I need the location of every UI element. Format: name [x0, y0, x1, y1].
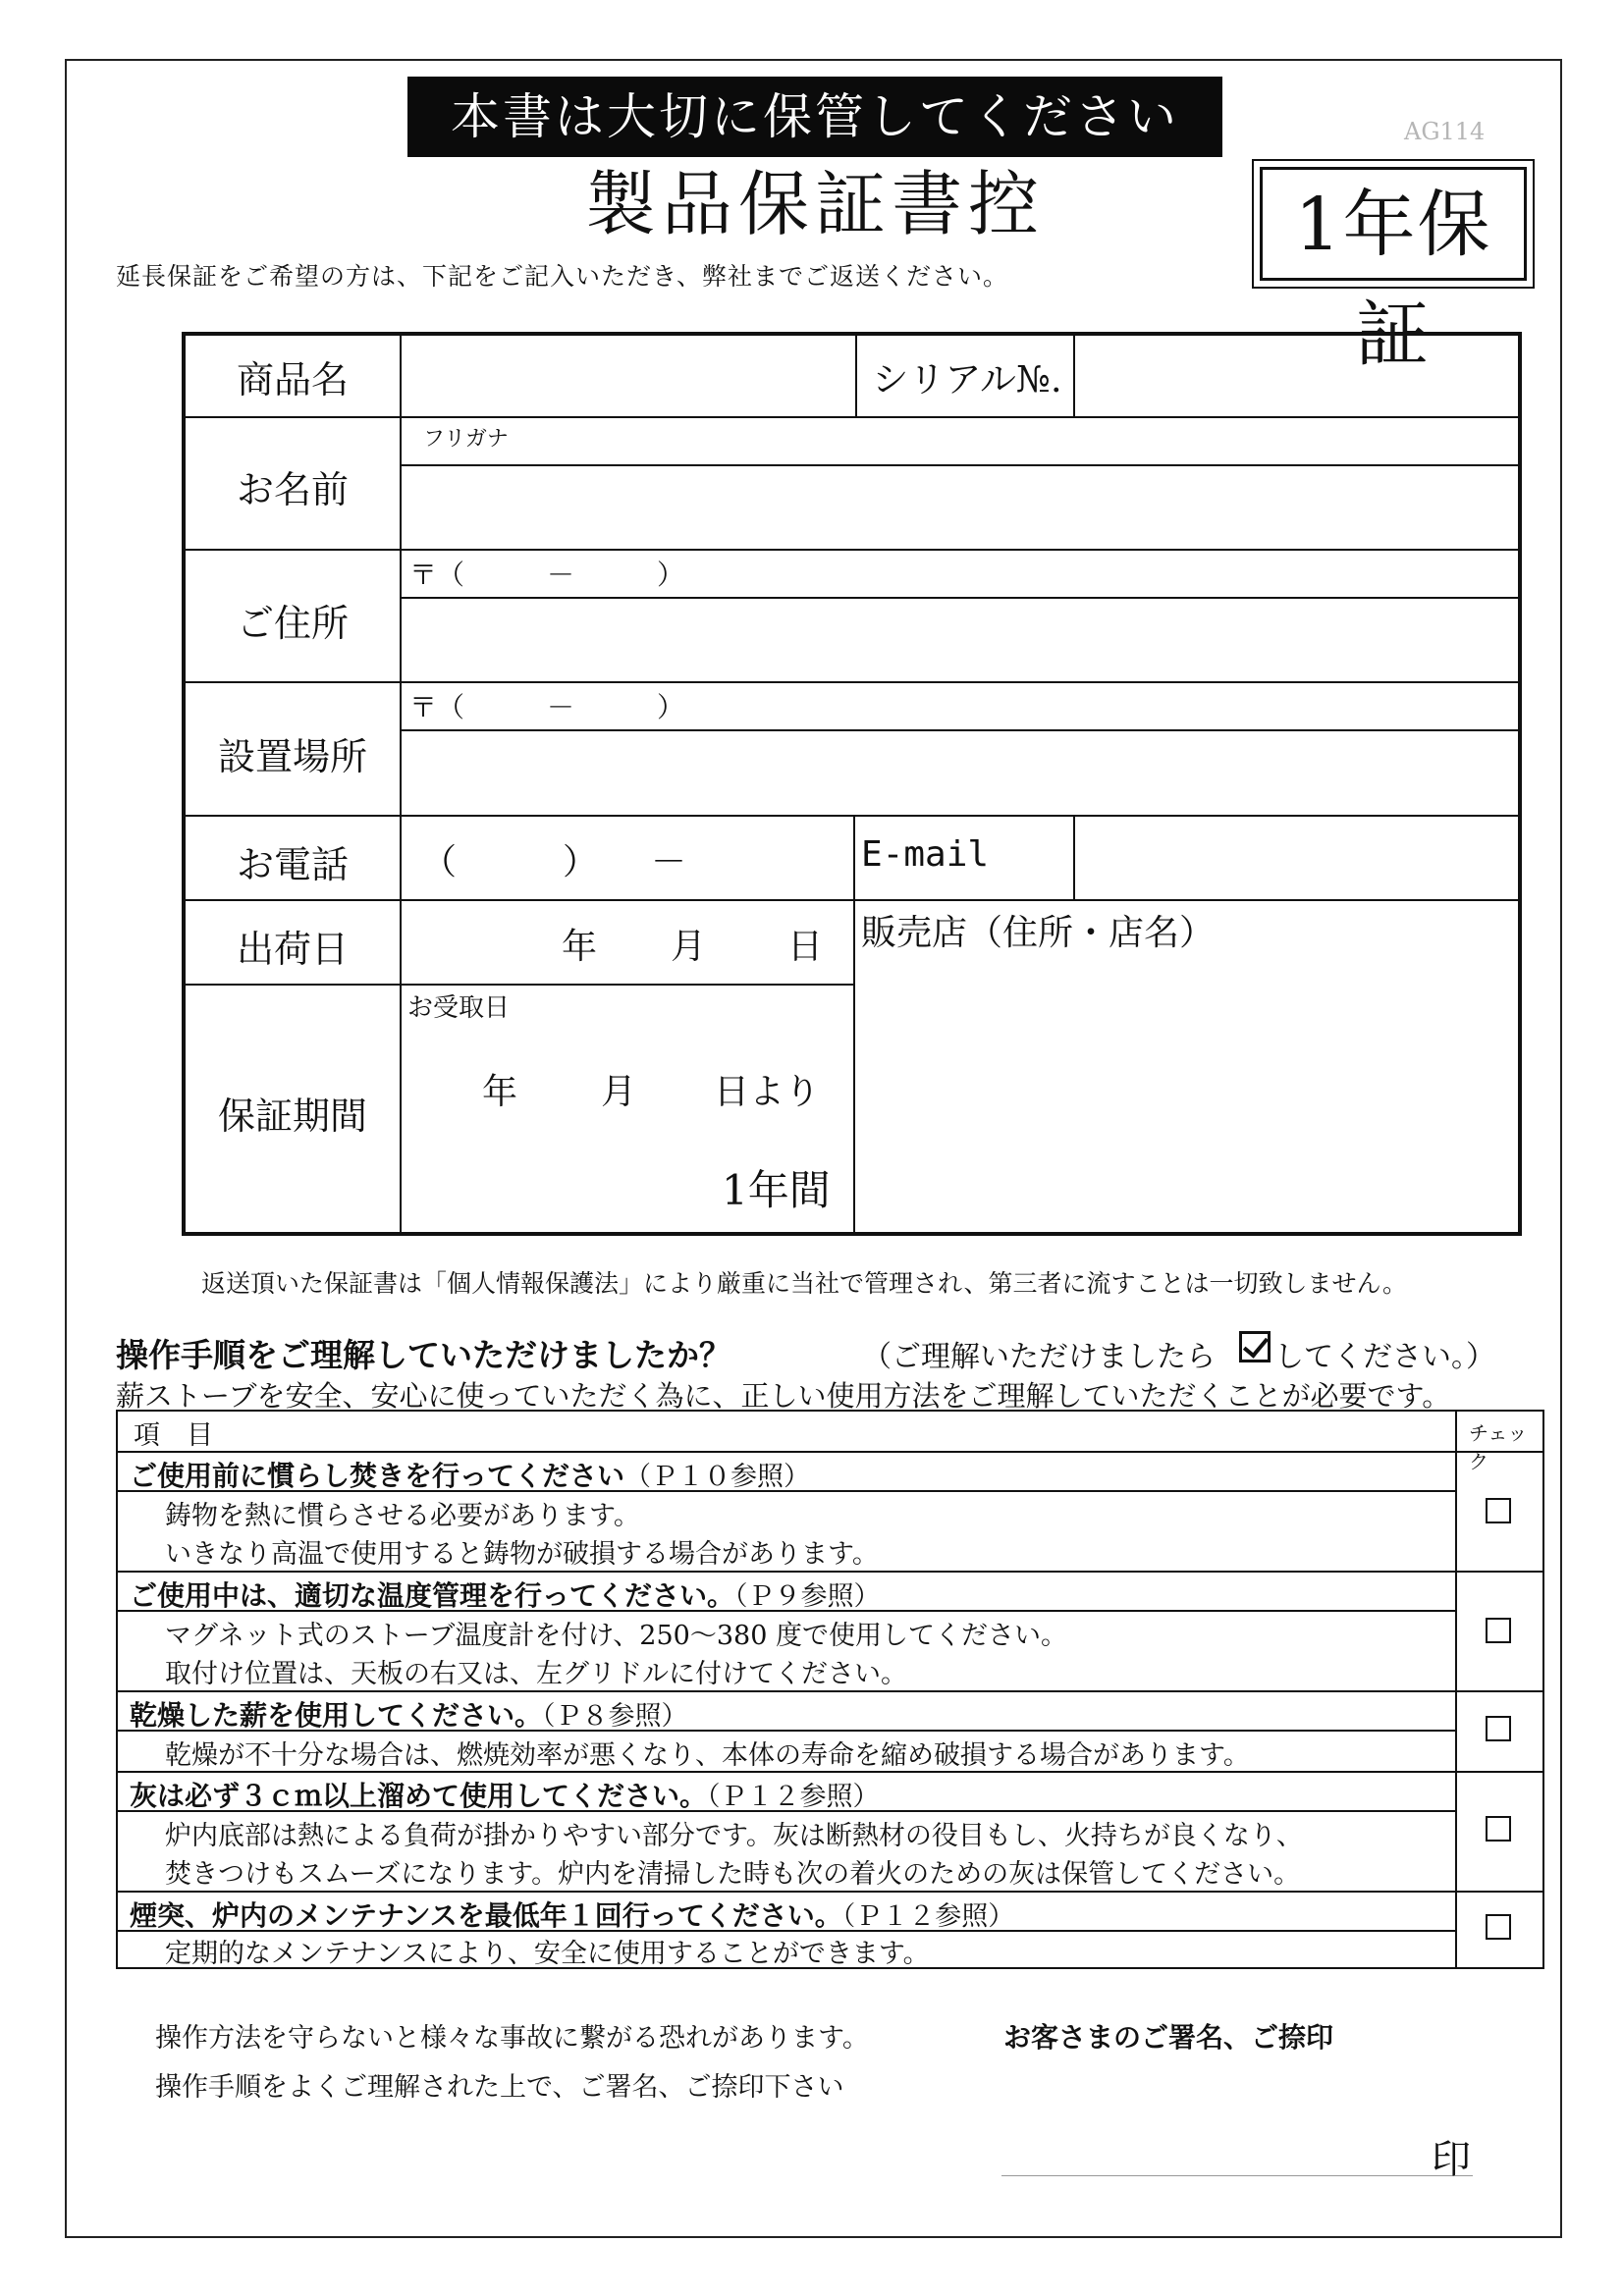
checklist-item-text: 乾燥が不十分な場合は、燃焼効率が悪くなり、本体の寿命を縮め破損する場合があります。	[165, 1740, 1250, 1771]
serial-number-label: シリアル№.	[872, 358, 1062, 400]
row-line	[186, 549, 1518, 551]
row-line	[118, 1730, 1455, 1732]
row-line	[118, 1690, 1542, 1692]
seal-mark: 印	[1432, 2137, 1471, 2182]
warranty-badge	[1252, 159, 1535, 377]
checklist-item-title: 煙突、炉内のメンテナンスを最低年１回行ってください。（Ｐ１２参照）	[130, 1899, 1015, 1932]
row-line	[186, 815, 1518, 817]
page-title: 製品保証書控	[584, 163, 1045, 245]
install-location-label: 設置場所	[217, 735, 367, 778]
row-line	[186, 984, 855, 986]
checklist-checkbox[interactable]	[1486, 1816, 1511, 1842]
warranty-form	[182, 332, 1522, 1236]
received-date-label: お受取日	[407, 993, 511, 1023]
signature-label: お客さまのご署名、ご捺印	[1003, 2021, 1334, 2054]
address-label: ご住所	[236, 602, 349, 645]
row-line	[186, 899, 1518, 901]
dealer-label: 販売店（住所・店名）	[861, 913, 1216, 953]
checked-checkbox-icon	[1239, 1331, 1271, 1362]
signature-line	[1001, 2175, 1473, 2176]
checklist-item-title: ご使用前に慣らし焚きを行ってください（Ｐ１０参照）	[130, 1460, 811, 1492]
row-line	[118, 1771, 1542, 1773]
questionnaire-subtitle: 薪ストーブを安全、安心に使っていただく為に、正しい使用方法をご理解していただくことが必要です。	[116, 1379, 1451, 1413]
email-divider	[1073, 815, 1075, 899]
phone-field[interactable]: （ ） －	[421, 842, 687, 882]
ship-day: 日	[787, 927, 824, 967]
ship-month: 月	[671, 927, 707, 967]
install-postal-code[interactable]: 〒（ － ）	[409, 691, 685, 723]
row-line	[400, 464, 1518, 466]
row-line	[186, 416, 1518, 418]
product-name-field[interactable]	[413, 340, 849, 412]
row-line	[118, 1610, 1455, 1612]
warranty-period-value: 1年間	[722, 1166, 831, 1214]
row-line	[118, 1810, 1455, 1812]
intro-text: 延長保証をご希望の方は、下記をご記入いただき、弊社までご返送ください。	[116, 262, 1009, 291]
column-header-item: 項 目	[134, 1420, 213, 1451]
label-divider	[400, 336, 402, 1232]
received-month: 月	[601, 1072, 637, 1112]
questionnaire-title: 操作手順をご理解していただけましたか？	[116, 1336, 731, 1374]
received-year: 年	[482, 1072, 518, 1112]
furigana-label: フリガナ	[423, 427, 509, 452]
ship-year: 年	[562, 927, 598, 967]
column-header-check: チェック	[1469, 1421, 1528, 1473]
checklist-checkbox[interactable]	[1486, 1618, 1511, 1643]
checklist-item-text: いきなり高温で使用すると鋳物が破損する場合があります。	[165, 1539, 879, 1570]
check-column-divider	[1455, 1412, 1457, 1967]
ship-date-label: 出荷日	[236, 928, 349, 971]
questionnaire-note: （ご理解いただけましたら	[862, 1340, 1216, 1374]
row-line	[400, 597, 1518, 599]
install-location-field[interactable]	[413, 734, 1513, 811]
checklist-item-text: 定期的なメンテナンスにより、安全に使用することができます。	[165, 1939, 930, 1969]
footer-warning: 操作方法を守らないと様々な事故に繋がる恐れがあります。	[155, 2023, 869, 2054]
address-postal-code[interactable]: 〒（ － ）	[409, 559, 685, 591]
document-code: AG114	[1404, 118, 1486, 145]
serial-number-field[interactable]	[1081, 340, 1513, 412]
checklist-item-title: ご使用中は、適切な温度管理を行ってください。（Ｐ９参照）	[130, 1579, 881, 1612]
checklist-table	[116, 1410, 1544, 1969]
checklist-checkbox[interactable]	[1486, 1716, 1511, 1741]
name-field[interactable]	[413, 469, 1513, 546]
row-line	[186, 681, 1518, 683]
address-field[interactable]	[413, 602, 1513, 678]
name-label: お名前	[236, 468, 349, 511]
row-line	[118, 1571, 1542, 1573]
checklist-item-title: 灰は必ず３ｃｍ以上溜めて使用してください。（Ｐ１２参照）	[130, 1780, 880, 1812]
keep-safe-banner: 本書は大切に保管してください	[407, 77, 1222, 157]
checklist-item-text: 炉内底部は熱による負荷が掛かりやすい部分です。灰は断熱材の役目もし、火持ちが良くなり、	[165, 1821, 1303, 1851]
questionnaire-note-end: してください。）	[1274, 1340, 1495, 1374]
signature-field[interactable]	[1001, 2120, 1424, 2173]
row-line	[118, 1451, 1542, 1453]
checklist-item-title: 乾燥した薪を使用してください。（Ｐ８参照）	[130, 1699, 688, 1732]
serial-divider-left	[855, 336, 857, 416]
warranty-period-label: 保証期間	[217, 1095, 367, 1138]
serial-divider-right	[1073, 336, 1075, 416]
row-line	[118, 1891, 1542, 1893]
email-label: E-mail	[861, 834, 990, 875]
warranty-badge-label: 1年保証	[1260, 167, 1527, 281]
checklist-checkbox[interactable]	[1486, 1914, 1511, 1940]
furigana-field[interactable]	[413, 422, 1513, 461]
checklist-item-text: 取付け位置は、天板の右又は、左グリドルに付けてください。	[165, 1659, 907, 1689]
product-name-label: 商品名	[236, 358, 349, 401]
dealer-field[interactable]	[861, 952, 1513, 1227]
privacy-note: 返送頂いた保証書は「個人情報保護法」により厳重に当社で管理され、第三者に流すことは一切致しません。	[201, 1269, 1408, 1298]
checklist-item-text: 鋳物を熱に慣らさせる必要があります。	[165, 1501, 640, 1531]
checklist-item-text: 焚きつけもスムーズになります。炉内を清掃した時も次の着火のための灰は保管してください。	[165, 1859, 1301, 1890]
footer-instruction: 操作手順をよくご理解された上で、ご署名、ご捺印下さい	[155, 2072, 844, 2103]
phone-label: お電話	[236, 843, 349, 886]
checklist-item-text: マグネット式のストーブ温度計を付け、250～380 度で使用してください。	[165, 1621, 1067, 1651]
checklist-checkbox[interactable]	[1486, 1498, 1511, 1523]
row-line	[118, 1490, 1455, 1492]
right-column-divider	[853, 815, 855, 1232]
row-line	[400, 729, 1518, 731]
email-field[interactable]	[1081, 819, 1513, 895]
received-day-from: 日より	[714, 1072, 821, 1112]
